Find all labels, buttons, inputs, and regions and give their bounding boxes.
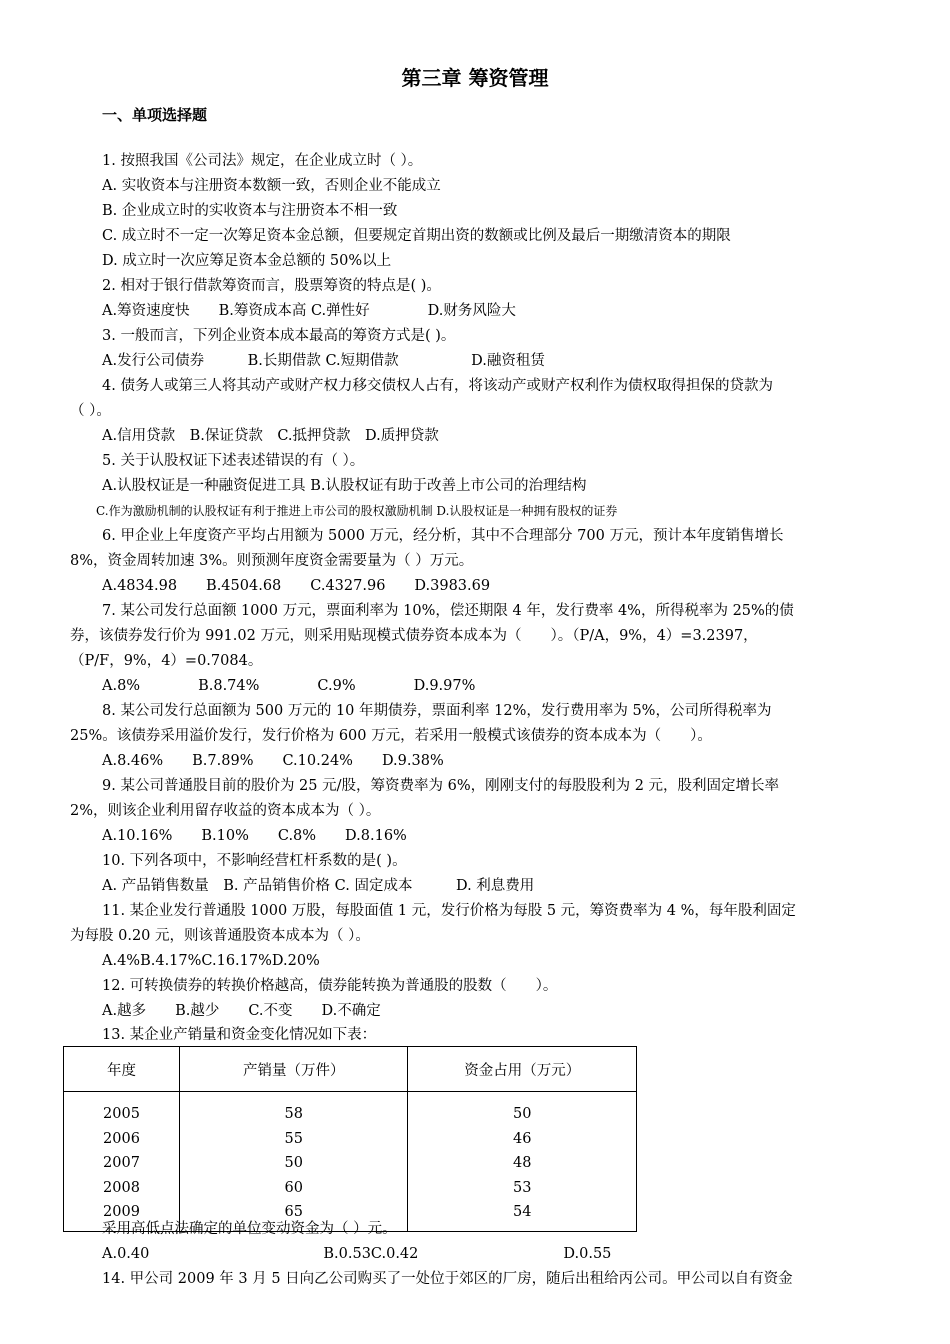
table-header-row (64, 1047, 637, 1092)
question-4-cont: （ ）。 (70, 403, 111, 419)
question-7-cont: 券，该债券发行价为 991.02 万元，则采用贴现模式债券资本成本为（ ）。（P/A，9%，4）=3.2397， (70, 628, 758, 644)
question-6-cont: 8%，资金周转加速 3%。则预测年度资金需要量为（ ）万元。 (70, 553, 474, 569)
table-cell: 2005 (64, 1092, 180, 1127)
option-line: A.越多 B.越少 C.不变 D.不确定 (102, 1003, 381, 1019)
chapter-title: 第三章 筹资管理 (401, 66, 549, 90)
table-cell: 48 (408, 1151, 637, 1176)
question-3: 3. 一般而言，下列企业资本成本最高的筹资方式是( )。 (102, 328, 456, 344)
table-cell: 2007 (64, 1151, 180, 1176)
table-row (64, 1151, 637, 1176)
question-10: 10. 下列各项中，不影响经营杠杆系数的是( )。 (102, 853, 407, 869)
option-line: A. 产品销售数量 B. 产品销售价格 C. 固定成本 D. 利息费用 (102, 878, 535, 894)
option-line: A. 实收资本与注册资本数额一致，否则企业不能成立 (102, 178, 441, 194)
table-cell: 50 (180, 1151, 408, 1176)
table-cell: 60 (180, 1176, 408, 1201)
table-header: 资金占用（万元） (408, 1047, 637, 1092)
question-2: 2. 相对于银行借款筹资而言，股票筹资的特点是( )。 (102, 278, 441, 294)
option-line: A.10.16% B.10% C.8% D.8.16% (102, 828, 407, 844)
option-line: B. 企业成立时的实收资本与注册资本不相一致 (102, 203, 398, 219)
question-7-cont: （P/F，9%，4）=0.7084。 (70, 653, 263, 669)
question-9: 9. 某公司普通股目前的股价为 25 元/股，筹资费率为 6%，刚刚支付的每股股利为 2 元，股利固定增长率 (102, 778, 780, 794)
table-cell: 54 (408, 1200, 637, 1231)
table-row (64, 1127, 637, 1152)
table-cell: 2009 (64, 1200, 180, 1231)
table-cell: 55 (180, 1127, 408, 1152)
question-12: 12. 可转换债券的转换价格越高，债券能转换为普通股的股数（ ）。 (102, 978, 558, 994)
section-heading: 一、单项选择题 (102, 106, 208, 124)
question-13-cont: 采用高低点法确定的单位变动资金为（ ）元。 (102, 1221, 397, 1237)
table-cell: 53 (408, 1176, 637, 1201)
option-line: A.8% B.8.74% C.9% D.9.97% (102, 678, 476, 694)
table-header: 年度 (64, 1047, 180, 1092)
question-14: 14. 甲公司 2009 年 3 月 5 日向乙公司购买了一处位于郊区的厂房，随后出租给丙公司。甲公司以自有资金 (102, 1271, 793, 1287)
option-line: A.4834.98 B.4504.68 C.4327.96 D.3983.69 (102, 578, 491, 594)
table-cell: 2008 (64, 1176, 180, 1201)
question-8-cont: 25%。该债券采用溢价发行，发行价格为 600 万元，若采用一般模式该债券的资本成本为（ ）。 (70, 728, 712, 744)
table-cell: 58 (180, 1092, 408, 1127)
table-cell: 46 (408, 1127, 637, 1152)
question-4: 4. 债务人或第三人将其动产或财产权力移交债权人占有，将该动产或财产权利作为债权取得担保的贷款为 (102, 378, 773, 394)
option-line: D. 成立时一次应筹足资本金总额的 50%以上 (102, 253, 392, 269)
data-table (63, 1046, 637, 1232)
option-line: A.8.46% B.7.89% C.10.24% D.9.38% (102, 753, 444, 769)
question-11: 11. 某企业发行普通股 1000 万股，每股面值 1 元，发行价格为每股 5 元，筹资费率为 4 %，每年股利固定 (102, 903, 796, 919)
option-line: A.0.40 B.0.53C.0.42 D.0.55 (102, 1246, 612, 1262)
question-11-cont: 为每股 0.20 元，则该普通股资本成本为（ ）。 (70, 928, 370, 944)
question-6: 6. 甲企业上年度资产平均占用额为 5000 万元，经分析，其中不合理部分 700 万元，预计本年度销售增长 (102, 528, 784, 544)
question-8: 8. 某公司发行总面额为 500 万元的 10 年期债券，票面利率 12%，发行费用率为 5%，公司所得税率为 (102, 703, 772, 719)
option-line: A.筹资速度快 B.筹资成本高 C.弹性好 D.财务风险大 (102, 303, 516, 319)
table-header: 产销量（万件） (180, 1047, 408, 1092)
question-13: 13. 某企业产销量和资金变化情况如下表： (102, 1027, 377, 1043)
table-row (64, 1092, 637, 1127)
option-line: A.发行公司债券 B.长期借款 C.短期借款 D.融资租赁 (102, 353, 545, 369)
table-cell: 2006 (64, 1127, 180, 1152)
table-row (64, 1176, 637, 1201)
table-cell: 65 (180, 1200, 408, 1231)
option-line: A.信用贷款 B.保证贷款 C.抵押贷款 D.质押贷款 (102, 428, 439, 444)
option-line: C. 成立时不一定一次筹足资本金总额，但要规定首期出资的数额或比例及最后一期缴清资本的期限 (102, 228, 731, 244)
question-7: 7. 某公司发行总面额 1000 万元，票面利率为 10%，偿还期限 4 年，发行费率 4%，所得税率为 25%的债 (102, 603, 794, 619)
option-line: C.作为激励机制的认股权证有利于推进上市公司的股权激励机制 D.认股权证是一种拥有股权的证券 (96, 504, 618, 518)
question-9-cont: 2%，则该企业利用留存收益的资本成本为（ ）。 (70, 803, 381, 819)
question-5: 5. 关于认股权证下述表述错误的有（ ）。 (102, 453, 365, 469)
option-line: A.4%B.4.17%C.16.17%D.20% (102, 953, 320, 969)
question-1: 1. 按照我国《公司法》规定，在企业成立时（ ）。 (102, 153, 423, 169)
option-line: A.认股权证是一种融资促进工具 B.认股权证有助于改善上市公司的治理结构 (102, 478, 587, 494)
table-cell: 50 (408, 1092, 637, 1127)
